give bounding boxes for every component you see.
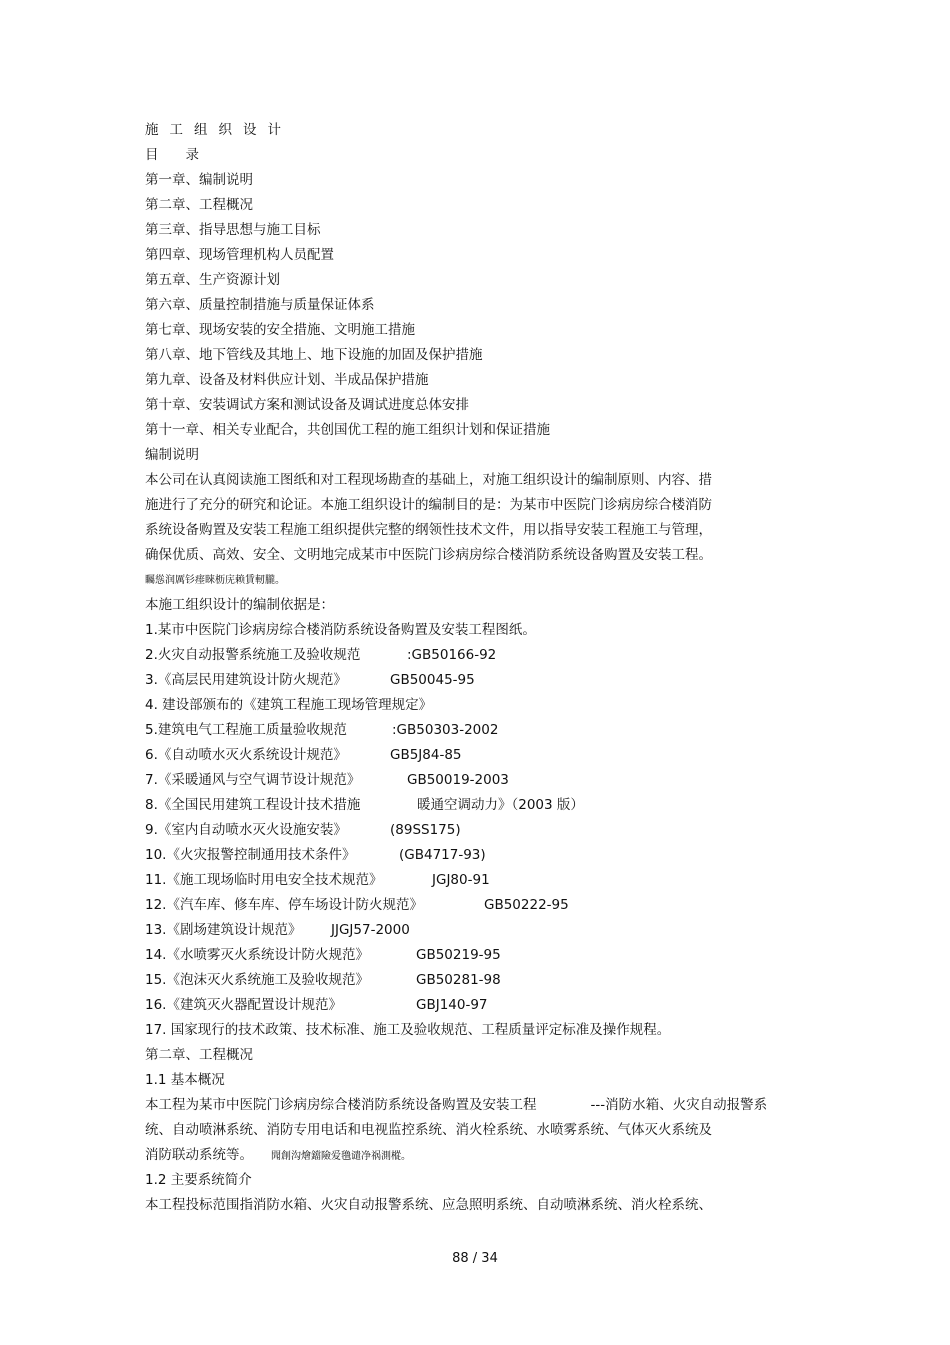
overview-paragraph xyxy=(145,1093,845,1168)
garbled-text: 矚慫润厲钐瘗睞枥庑赖賃軔朧。 xyxy=(145,575,285,586)
basis-item xyxy=(145,993,845,1018)
paragraph-line xyxy=(145,1143,845,1168)
basis-heading: 本施工组织设计的编制依据是： xyxy=(145,597,334,613)
basis-item xyxy=(145,768,845,793)
toc-item: 第五章、生产资源计划 xyxy=(145,272,280,288)
intro-paragraph xyxy=(145,468,845,568)
basis-item-code: (GB4717-93) xyxy=(399,847,486,863)
basis-item-code: :GB50166-92 xyxy=(407,647,497,663)
toc-item: 第十章、安装调试方案和测试设备及调试进度总体安排 xyxy=(145,397,469,413)
basis-item-code: GB50019-2003 xyxy=(407,772,509,788)
basis-item-text: 12.《汽车库、修车库、停车场设计防火规范》 xyxy=(145,897,423,913)
basis-item-text: 10.《火灾报警控制通用技术条件》 xyxy=(145,847,356,863)
basis-item-text: 2.火灾自动报警系统施工及验收规范 xyxy=(145,647,361,663)
basis-item xyxy=(145,968,845,993)
basis-item-code: 暖通空调动力》（2003 版） xyxy=(417,797,584,813)
subsection-heading: 1.1 基本概况 xyxy=(145,1072,225,1088)
basis-item-code: GB50222-95 xyxy=(484,897,569,913)
paragraph-text: 消防联动系统等。 xyxy=(145,1147,253,1163)
toc-item: 第六章、质量控制措施与质量保证体系 xyxy=(145,297,375,313)
basis-item xyxy=(145,668,845,693)
basis-item-text: 9.《室内自动喷水灭火设施安装》 xyxy=(145,822,347,838)
paragraph-line: 本工程为某市中医院门诊病房综合楼消防系统设备购置及安装工程 ---消防水箱、火灾自动报警系 xyxy=(145,1097,768,1113)
basis-item-code: GB50219-95 xyxy=(416,947,501,963)
basis-item xyxy=(145,943,845,968)
basis-item xyxy=(145,643,845,668)
basis-item-code: GBJ140-97 xyxy=(416,997,488,1013)
section-heading: 编制说明 xyxy=(145,447,199,463)
basis-item xyxy=(145,793,845,818)
paragraph-line: 本工程投标范围指消防水箱、火灾自动报警系统、应急照明系统、自动喷淋系统、消火栓系统、 xyxy=(145,1197,712,1213)
basis-item xyxy=(145,868,845,893)
toc-item: 第十一章、相关专业配合，共创国优工程的施工组织计划和保证措施 xyxy=(145,422,550,438)
basis-item xyxy=(145,918,845,943)
paragraph-line: 系统设备购置及安装工程施工组织提供完整的纲领性技术文件，用以指导安装工程施工与管理， xyxy=(145,522,712,538)
document-title: 施工组织设计 xyxy=(145,122,292,138)
basis-item-code: JJGJ57-2000 xyxy=(331,922,410,938)
paragraph-line: 确保优质、高效、安全、文明地完成某市中医院门诊病房综合楼消防系统设备购置及安装工程。 xyxy=(145,547,712,563)
basis-item-code: GB50281-98 xyxy=(416,972,501,988)
basis-list xyxy=(145,618,845,1043)
basis-item-text: 4. 建设部颁布的《建筑工程施工现场管理规定》 xyxy=(145,697,433,713)
toc-item: 第一章、编制说明 xyxy=(145,172,253,188)
paragraph-line: 施进行了充分的研究和论证。本施工组织设计的编制目的是：为某市中医院门诊病房综合楼消防 xyxy=(145,497,712,513)
basis-item-text: 13.《剧场建筑设计规范》 xyxy=(145,922,302,938)
basis-item-text: 15.《泡沫灭火系统施工及验收规范》 xyxy=(145,972,369,988)
basis-item xyxy=(145,693,845,718)
basis-item-text: 5.建筑电气工程施工质量验收规范 xyxy=(145,722,347,738)
basis-item-text: 8.《全国民用建筑工程设计技术措施 xyxy=(145,797,361,813)
paragraph-line: 本公司在认真阅读施工图纸和对工程现场勘查的基础上，对施工组织设计的编制原则、内容、措 xyxy=(145,472,712,488)
basis-item xyxy=(145,893,845,918)
toc-item: 第八章、地下管线及其地上、地下设施的加固及保护措施 xyxy=(145,347,483,363)
basis-item-text: 11.《施工现场临时用电安全技术规范》 xyxy=(145,872,383,888)
basis-item xyxy=(145,743,845,768)
basis-item-text: 7.《采暖通风与空气调节设计规范》 xyxy=(145,772,361,788)
basis-item xyxy=(145,818,845,843)
basis-item xyxy=(145,618,845,643)
garbled-text: 聞創沟燴鐺險爱氇谴净祸測樅。 xyxy=(271,1151,411,1162)
basis-item-code: JGJ80-91 xyxy=(432,872,490,888)
subsection-heading: 1.2 主要系统简介 xyxy=(145,1172,252,1188)
basis-item-text: 14.《水喷雾灭火系统设计防火规范》 xyxy=(145,947,369,963)
basis-item-text: 6.《自动喷水灭火系统设计规范》 xyxy=(145,747,347,763)
basis-item xyxy=(145,843,845,868)
toc-item: 第四章、现场管理机构人员配置 xyxy=(145,247,334,263)
basis-item-code: (89SS175) xyxy=(390,822,461,838)
chapter-heading: 第二章、工程概况 xyxy=(145,1047,253,1063)
document-body xyxy=(145,118,845,1218)
basis-item-text: 16.《建筑灭火器配置设计规范》 xyxy=(145,997,342,1013)
basis-item-code: GB50045-95 xyxy=(390,672,475,688)
toc-item: 第二章、工程概况 xyxy=(145,197,253,213)
toc-item: 第九章、设备及材料供应计划、半成品保护措施 xyxy=(145,372,429,388)
table-of-contents xyxy=(145,168,845,443)
basis-item-code: GB5J84-85 xyxy=(390,747,462,763)
toc-heading: 目 录 xyxy=(145,147,199,163)
basis-item-text: 3.《高层民用建筑设计防火规范》 xyxy=(145,672,347,688)
page-number: 88 / 34 xyxy=(452,1251,498,1266)
toc-item: 第七章、现场安装的安全措施、文明施工措施 xyxy=(145,322,415,338)
basis-item xyxy=(145,1018,845,1043)
basis-item-text: 1.某市中医院门诊病房综合楼消防系统设备购置及安装工程图纸。 xyxy=(145,622,536,638)
basis-item-text: 17. 国家现行的技术政策、技术标准、施工及验收规范、工程质量评定标准及操作规程。 xyxy=(145,1022,671,1038)
toc-item: 第三章、指导思想与施工目标 xyxy=(145,222,321,238)
basis-item xyxy=(145,718,845,743)
paragraph-line: 统、自动喷淋系统、消防专用电话和电视监控系统、消火栓系统、水喷雾系统、气体灭火系统及 xyxy=(145,1122,712,1138)
basis-item-code: :GB50303-2002 xyxy=(392,722,499,738)
